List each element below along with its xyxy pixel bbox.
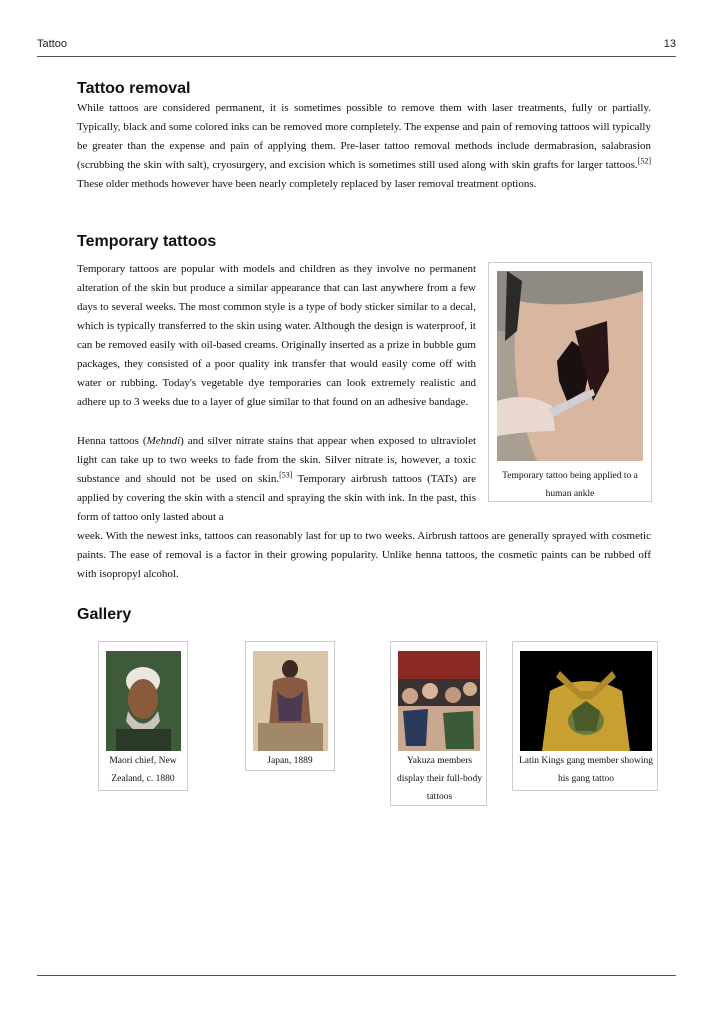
gallery-item bbox=[245, 641, 335, 771]
paragraph-tattoo-removal bbox=[77, 99, 651, 194]
header-rule bbox=[37, 56, 676, 57]
citation-53[interactable]: [53] bbox=[279, 470, 293, 480]
gallery-item bbox=[98, 641, 188, 791]
gallery-image-latin-kings[interactable] bbox=[520, 651, 652, 751]
figure-temporary-tattoo bbox=[488, 262, 652, 502]
footer-rule bbox=[37, 975, 676, 976]
paragraph-temporary-1: Temporary tattoos are popular with models and children as they involve no permanent alteration of the skin but produce a similar appearance that can last anywhere from a few days to several weeks. The most common style is a type of body sticker similar to a decal, which is typically transferred to the skin using water. Although the design is waterproof, it can be removed easily with oil-based creams. Originally inserted as a prize in bubble gum packages, they consisted of a poor quality ink transfer that would easily come off with water or rubbing. Today's vegetable dye temporaries can look extremely realistic and adhere up to 3 weeks due to a layer of glue similar to that found on an adhesive bandage. bbox=[77, 263, 476, 408]
airbrush-text: Temporary airbrush tattoos (TATs) are applied by covering the skin with a stencil and spraying the skin with ink. In the past, this form of tattoo only lasted about a bbox=[77, 473, 476, 523]
mehndi-italic: Mehndi bbox=[146, 435, 181, 447]
gallery-item bbox=[512, 641, 658, 791]
gallery-item bbox=[390, 641, 487, 806]
section-heading-tattoo-removal: Tattoo removal bbox=[77, 80, 191, 97]
temporary-tattoo-photo[interactable] bbox=[497, 271, 643, 461]
gallery-caption: Latin Kings gang member showing his gang tattoo bbox=[518, 756, 654, 784]
section-heading-gallery: Gallery bbox=[77, 606, 132, 623]
paragraph-temporary-2-continued: week. With the newest inks, tattoos can reasonably last for up to two weeks. Airbrush tattoos are generally sprayed with cosmetic paints. The ease of removal is a factor in their growing popularity. Unlike henna tattoos, the cosmetic paints can be rubbed off with isopropyl alcohol. bbox=[77, 530, 651, 580]
gallery-caption: Maori chief, New Zealand, c. 1880 bbox=[109, 756, 177, 784]
removal-text-end: These older methods however have been nearly completely replaced by laser removal treatment options. bbox=[77, 178, 537, 190]
gallery-caption: Japan, 1889 bbox=[267, 756, 313, 766]
figure-caption-temporary: Temporary tattoo being applied to a human ankle bbox=[502, 471, 638, 499]
page-number: 13 bbox=[663, 38, 676, 50]
gallery-image-yakuza[interactable] bbox=[398, 651, 480, 751]
paragraph-temporary-2 bbox=[77, 432, 476, 527]
gallery-image-maori-chief[interactable] bbox=[106, 651, 181, 751]
citation-52[interactable]: [52] bbox=[637, 156, 651, 166]
removal-text: While tattoos are considered permanent, it is sometimes possible to remove them with laser treatments, fully or partially. Typically, black and some colored inks can be removed more completely. The expense and pain of removing tattoos will typically be greater than the expense and pain of applying them. Pre-laser tattoo removal methods include dermabrasion, salabrasion (scrubbing the skin with salt), cryosurgery, and excision which is sometimes still used along with skin grafts for larger tattoos. bbox=[77, 102, 651, 171]
running-header-title: Tattoo bbox=[37, 38, 67, 50]
gallery-image-japan[interactable] bbox=[253, 651, 328, 751]
gallery-caption: Yakuza members display their full-body tattoos bbox=[397, 756, 482, 802]
henna-text-mid: ) and silver nitrate stains that appear when exposed to ultraviolet light can take up to two weeks to fade from the skin. Silver nitrate is, however, a toxic substance and should not be used on skin. bbox=[77, 435, 477, 485]
section-heading-temporary-tattoos: Temporary tattoos bbox=[77, 233, 217, 250]
henna-text: Henna tattoos ( bbox=[77, 435, 147, 447]
